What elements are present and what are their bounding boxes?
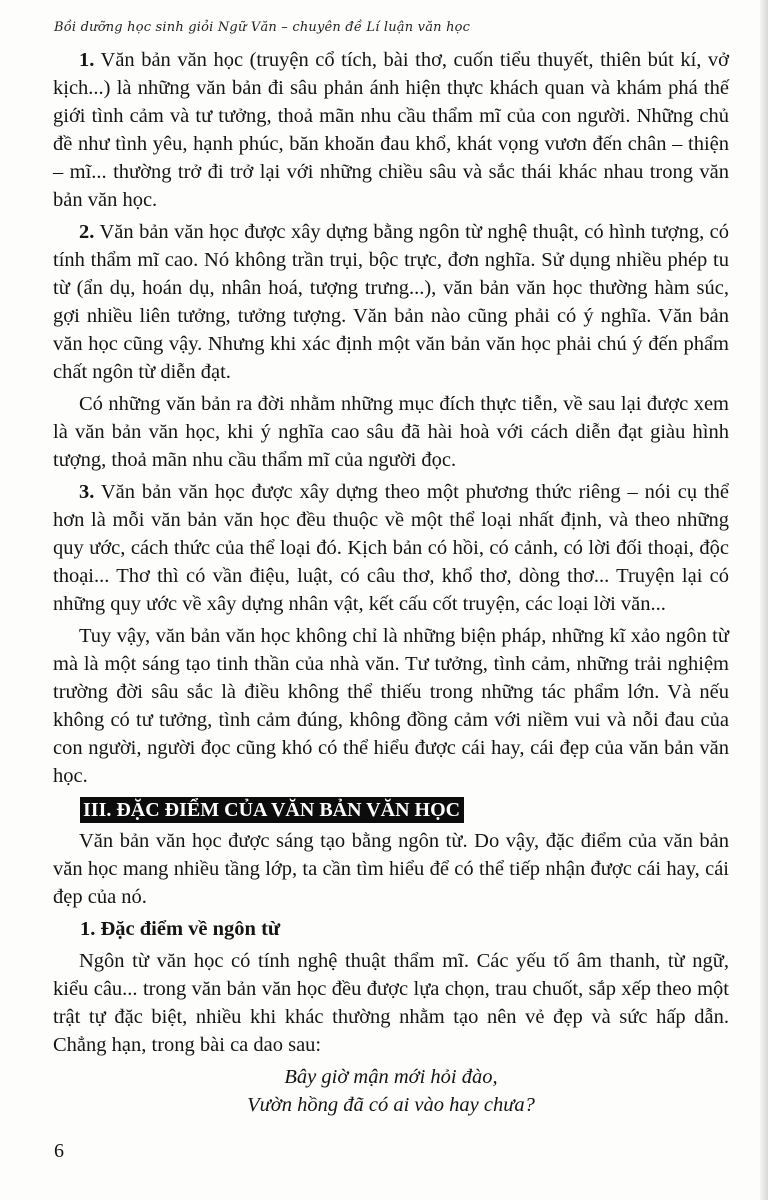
page-number: 6 <box>54 1140 64 1162</box>
page-body <box>53 46 729 1119</box>
poem-line-2: Vườn hồng đã có ai vào hay chưa? <box>247 1094 535 1116</box>
page-edge-shadow <box>760 0 768 1200</box>
paragraph-text: Văn bản văn học (truyện cổ tích, bài thơ, cuốn tiểu thuyết, thiên bút kí, vở kịch...) là những văn bản đi sâu phản ánh hiện thực khách quan và khám phá thế giới tình cảm và tư tưởng, thoả mãn nhu cầu thẩm mĩ của con người. Những chủ đề như tình yêu, hạnh phúc, băn khoăn đau khổ, khát vọng vươn đến chân – thiện – mĩ... thường trở đi trở lại với những chiều sâu và sắc thái khác nhau trong văn bản văn học. <box>53 49 729 211</box>
running-header: Bồi dưỡng học sinh giỏi Ngữ Văn – chuyên đề Lí luận văn học <box>54 20 471 35</box>
paragraph-1 <box>53 46 729 214</box>
item-number: 2. <box>79 221 95 243</box>
paragraph-4 <box>53 478 729 618</box>
subheading: 1. Đặc điểm về ngôn từ <box>80 918 281 940</box>
section-heading: III. ĐẶC ĐIỂM CỦA VĂN BẢN VĂN HỌC <box>80 797 464 823</box>
paragraph-2 <box>53 218 729 386</box>
sub-paragraph: Ngôn từ văn học có tính nghệ thuật thẩm mĩ. Các yếu tố âm thanh, từ ngữ, kiểu câu... trong văn bản văn học đều được lựa chọn, trau chuốt, sắp xếp theo một trật tự đặc biệt, nhiều khi khác thường nhằm tạo nên vẻ đẹp và sức hấp dẫn. Chẳng hạn, trong bài ca dao sau: <box>53 950 729 1056</box>
item-number: 1. <box>79 49 95 71</box>
paragraph-text: Văn bản văn học được xây dựng theo một phương thức riêng – nói cụ thể hơn là mỗi văn bản văn học đều thuộc về một thể loại nhất định, và theo những quy ước, cách thức của thể loại đó. Kịch bản có hồi, có cảnh, có lời đối thoại, độc thoại... Thơ thì có vần điệu, luật, có câu thơ, khổ thơ, dòng thơ... Truyện lại có những quy ước về xây dựng nhân vật, kết cấu cốt truyện, các loại lời văn... <box>53 481 729 615</box>
paragraph-text: Tuy vậy, văn bản văn học không chỉ là những biện pháp, những kĩ xảo ngôn từ mà là một sáng tạo tinh thần của nhà văn. Tư tưởng, tình cảm, những trải nghiệm trường đời sâu sắc là điều không thể thiếu trong những tác phẩm lớn. Và nếu không có tư tưởng, tình cảm đúng, không đồng cảm với niềm vui và nỗi đau của con người, người đọc cũng khó có thể hiểu được cái hay, cái đẹp của văn bản văn học. <box>53 625 729 787</box>
paragraph-3 <box>53 390 729 474</box>
section-intro: Văn bản văn học được sáng tạo bằng ngôn từ. Do vậy, đặc điểm của văn bản văn học mang nhiều tầng lớp, ta cần tìm hiểu để có thể tiếp nhận được cái hay, cái đẹp của nó. <box>53 830 729 908</box>
paragraph-text: Văn bản văn học được xây dựng bằng ngôn từ nghệ thuật, có hình tượng, có tính thẩm mĩ cao. Nó không trần trụi, bộc trực, đơn nghĩa. Sử dụng nhiều phép tu từ (ẩn dụ, hoán dụ, nhân hoá, tượng trưng...), văn bản văn học thường hàm súc, gợi nhiều liên tưởng, tưởng tượng. Văn bản nào cũng phải có ý nghĩa. Văn bản văn học cũng vậy. Nhưng khi xác định một văn bản văn học phải chú ý đến phẩm chất ngôn từ diễn đạt. <box>53 221 729 383</box>
paragraph-text: Có những văn bản ra đời nhằm những mục đích thực tiễn, về sau lại được xem là văn bản văn học, khi ý nghĩa cao sâu đã hài hoà với cách diễn đạt giàu hình tượng, thoả mãn nhu cầu thẩm mĩ của người đọc. <box>53 393 729 471</box>
poem-line-1: Bây giờ mận mới hỏi đào, <box>284 1066 498 1088</box>
paragraph-5 <box>53 622 729 790</box>
item-number: 3. <box>79 481 95 503</box>
